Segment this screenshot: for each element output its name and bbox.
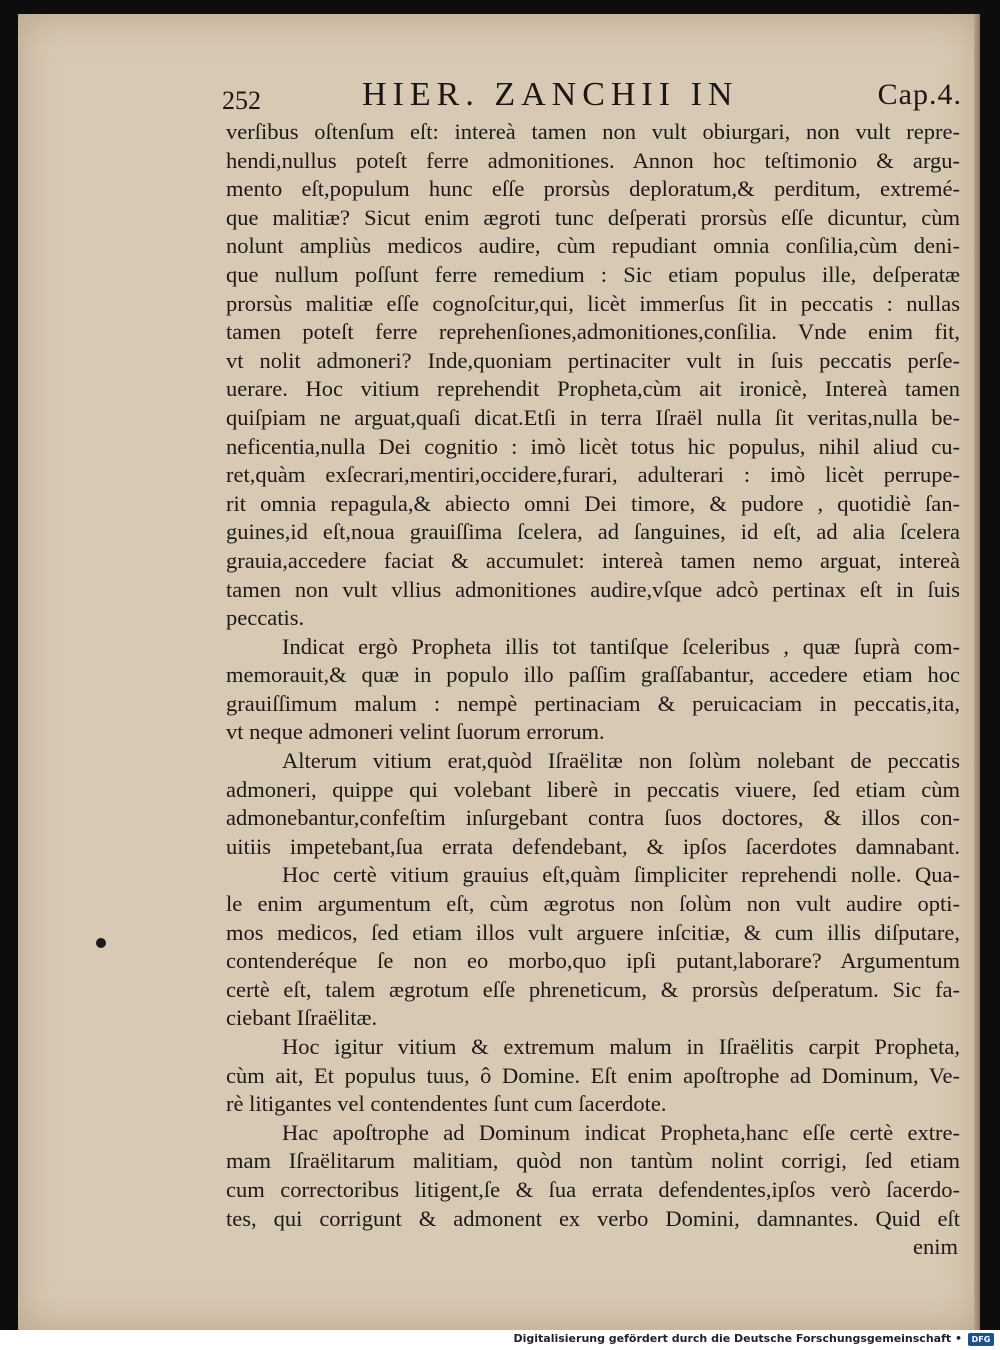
text-line: Hoc igitur vitium & extremum malum in Iſraëlitis carpit Propheta,	[282, 1034, 960, 1059]
text-line: nolunt ampliùs medicos audire, cùm repudiant omnia conſilia,cùm deni-	[226, 233, 960, 259]
text-line: Indicat ergò Propheta illis tot tantiſque ſceleribus , quæ ſuprà com-	[282, 633, 960, 659]
text-line: Hac apoſtrophe ad Dominum indicat Propheta,hanc eſſe certè extre-	[282, 1119, 960, 1145]
text-line: ret,quàm exſecrari,mentiri,occidere,furari, adulterari : imò licèt perrupe-	[226, 462, 960, 488]
text-line: admonebantur,confeſtim inſurgebant contra ſuos doctores, & illos con-	[226, 805, 960, 831]
text-line: mos medicos, ſed etiam illos vult arguere inſcitiæ, & cum illis diſputare,	[226, 919, 960, 945]
text-line: vt neque admoneri velint ſuorum errorum.	[226, 719, 605, 745]
page-edge	[974, 14, 980, 1330]
digitization-credit: Digitalisierung gefördert durch die Deutsche Forschungsgemeinschaft •	[513, 1332, 962, 1345]
text-line: ciebant Iſraëlitæ.	[226, 1005, 378, 1031]
text-line: certè eſt, talem ægrotum eſſe phreneticum, & prorsùs deſperatum. Sic fa-	[226, 976, 960, 1002]
text-line: peccatis.	[226, 605, 305, 631]
text-line: neficentia,nulla Dei cognitio : imò licèt totus hic populus, nihil aliud cu-	[226, 433, 960, 459]
text-line: uerare. Hoc vitium reprehendit Propheta,cùm ait ironicè, Intereà tamen	[226, 376, 960, 402]
footer-bar	[0, 1330, 1000, 1350]
ink-spot	[96, 938, 106, 948]
text-line: tes, qui corrigunt & admonent ex verbo Domini, damnantes. Quid eſt	[226, 1205, 960, 1231]
catchword: enim	[913, 1234, 958, 1260]
text-line: admoneri, quippe qui volebant liberè in peccatis viuere, ſed etiam cùm	[226, 776, 960, 802]
page-number: 252	[222, 86, 261, 115]
text-line: que nullum poſſunt ferre remedium : Sic etiam populus ille, deſperatæ	[226, 261, 960, 287]
text-line: cùm ait, Et populus tuus, ô Domine. Eſt enim apoſtrophe ad Dominum, Ve-	[226, 1062, 960, 1088]
text-line: grauia,accedere faciat & accumulet: intereà tamen nemo arguat, intereà	[226, 547, 960, 573]
body-text	[226, 118, 960, 1262]
text-line: rit omnia repagula,& abiecto omni Dei timore, & pudore , quotidiè ſan-	[226, 490, 960, 516]
chapter-label: Cap.4.	[877, 78, 962, 111]
running-title: HIER. ZANCHII IN	[362, 76, 739, 113]
text-line: uitiis impetebant,ſua errata defendebant, & ipſos ſacerdotes damnabant.	[226, 833, 960, 859]
text-line: que malitiæ? Sicut enim ægroti tunc deſperati prorsùs eſſe dicuntur, cùm	[226, 204, 960, 230]
text-line: cum correctoribus litigent,ſe & ſua errata defendentes,ipſos verò ſacerdo-	[226, 1176, 960, 1202]
text-line: mento eſt,populum hunc eſſe prorsùs deploratum,& perditum, extremé-	[226, 176, 960, 202]
text-line: rè litigantes vel contendentes ſunt cum ſacerdote.	[226, 1091, 667, 1117]
text-line: Hoc certè vitium grauius eſt,quàm ſimpliciter reprehendi nolle. Qua-	[282, 862, 960, 888]
text-line: contenderéque ſe non eo morbo,quo ipſi putant,laborare? Argumentum	[226, 948, 960, 974]
text-line: prorsùs malitiæ eſſe cognoſcitur,qui, licèt immerſus ſit in peccatis : nullas	[226, 290, 960, 316]
text-line: Alterum vitium erat,quòd Iſraëlitæ non ſolùm nolebant de peccatis	[282, 748, 960, 774]
text-line: memorauit,& quæ in populo illo paſſim graſſabantur, accedere etiam hoc	[226, 662, 960, 688]
text-line: le enim argumentum eſt, cùm ægrotus non ſolùm non vult audire opti-	[226, 891, 960, 917]
text-line: hendi,nullus poteſt ferre admonitiones. Annon hoc teſtimonio & argu-	[226, 147, 960, 173]
text-line: verſibus oſtenſum eſt: intereà tamen non vult obiurgari, non vult repre-	[226, 119, 960, 144]
text-line: quiſpiam ne arguat,quaſi dicat.Etſi in terra Iſraël nulla ſit veritas,nulla be-	[226, 404, 960, 430]
text-line: tamen poteſt ferre reprehenſiones,admonitiones,conſilia. Vnde enim fit,	[226, 319, 960, 345]
text-line: tamen non vult vllius admonitiones audire,vſque adcò pertinax eſt in ſuis	[226, 576, 960, 602]
text-line: guines,id eſt,noua grauiſſima ſcelera, ad ſanguines, id eſt, ad alia ſcelera	[226, 519, 960, 545]
text-line: grauiſſimum malum : nempè pertinaciam & peruicaciam in peccatis,ita,	[226, 690, 960, 716]
running-head	[222, 72, 962, 120]
dfg-logo-icon: DFG	[968, 1333, 994, 1346]
text-line: mam Iſraëlitarum malitiam, quòd non tantùm nolint corrigi, ſed etiam	[226, 1148, 960, 1174]
text-line: vt nolit admoneri? Inde,quoniam pertinaciter vult in ſuis peccatis perſe-	[226, 347, 960, 373]
